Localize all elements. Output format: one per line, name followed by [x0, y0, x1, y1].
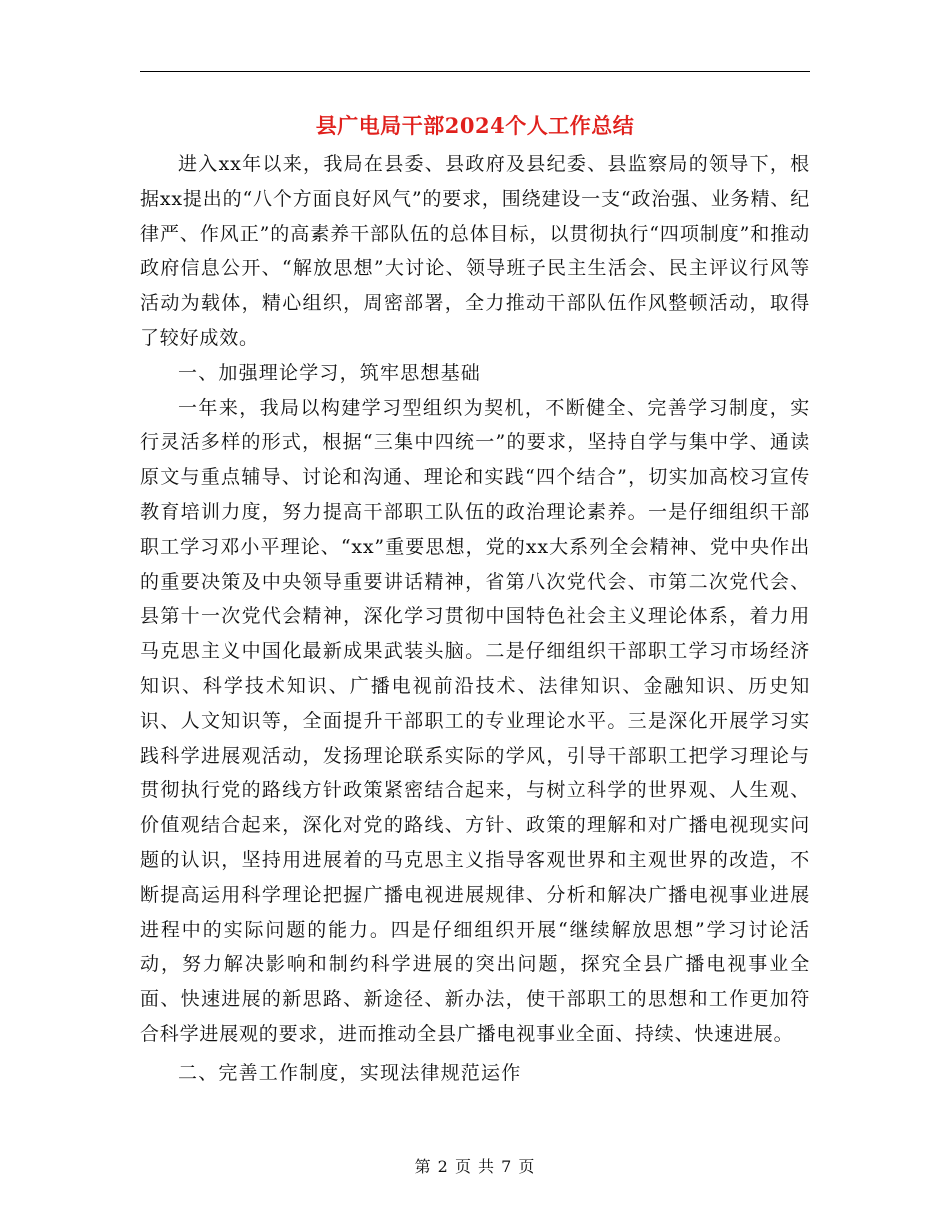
section-heading-1: 一、加强理论学习，筑牢思想基础 — [178, 361, 482, 384]
page-number: 第 2 页 共 7 页 — [414, 1157, 536, 1176]
header-rule — [140, 71, 810, 72]
body-paragraph: 一年来，我局以构建学习型组织为契机，不断健全、完善学习制度，实行灵活多样的形式，根据“三集中四统一”的要求，坚持自学与集中学、通读原文与重点辅导、讨论和沟通、理论和实践“四个结合”，切实加高校习宣传教育培训力度，努力提高干部职工队伍的政治理论素养。一是仔细组织干部职工学习邓小平理论、“xx”重要思想，党的xx大系列全会精神、党中央作出的重要决策及中央领导重要讲话精神，省第八次党代会、市第二次党代会、县第十一次党代会精神，深化学习贯彻中国特色社会主义理论体系，着力用马克思主义中国化最新成果武装头脑。二是仔细组织干部职工学习市场经济知识、科学技术知识、广播电视前沿技术、法律知识、金融知识、历史知识、人文知识等，全面提升干部职工的专业理论水平。三是深化开展学习实践科学进展观活动，发扬理论联系实际的学风，引导干部职工把学习理论与贯彻执行党的路线方针政策紧密结合起来，与树立科学的世界观、人生观、价值观结合起来，深化对党的路线、方针、政策的理解和对广播电视现实问题的认识，坚持用进展着的马克思主义指导客观世界和主观世界的改造，不断提高运用科学理论把握广播电视进展规律、分析和解决广播电视事业进展进程中的实际问题的能力。四是仔细组织开展“继续解放思想”学习讨论活动，努力解决影响和制约科学进展的突出问题，探究全县广播电视事业全面、快速进展的新思路、新途径、新办法，使干部职工的思想和工作更加符合科学进展观的要求，进而推动全县广播电视事业全面、持续、快速进展。 — [140, 396, 810, 1045]
document-body — [140, 147, 810, 1091]
section-heading-2: 二、完善工作制度，实现法律规范运作 — [178, 1061, 522, 1084]
intro-paragraph: 进入xx年以来，我局在县委、县政府及县纪委、县监察局的领导下，根据xx提出的“八个方面良好风气”的要求，围绕建设一支“政治强、业务精、纪律严、作风正”的高素养干部队伍的总体目标，以贯彻执行“四项制度”和推动政府信息公开、“解放思想”大讨论、领导班子民主生活会、民主评议行风等活动为载体，精心组织，周密部署，全力推动干部队伍作风整顿活动，取得了较好成效。 — [140, 153, 810, 349]
document-title: 县广电局干部2024个人工作总结 — [315, 113, 635, 138]
